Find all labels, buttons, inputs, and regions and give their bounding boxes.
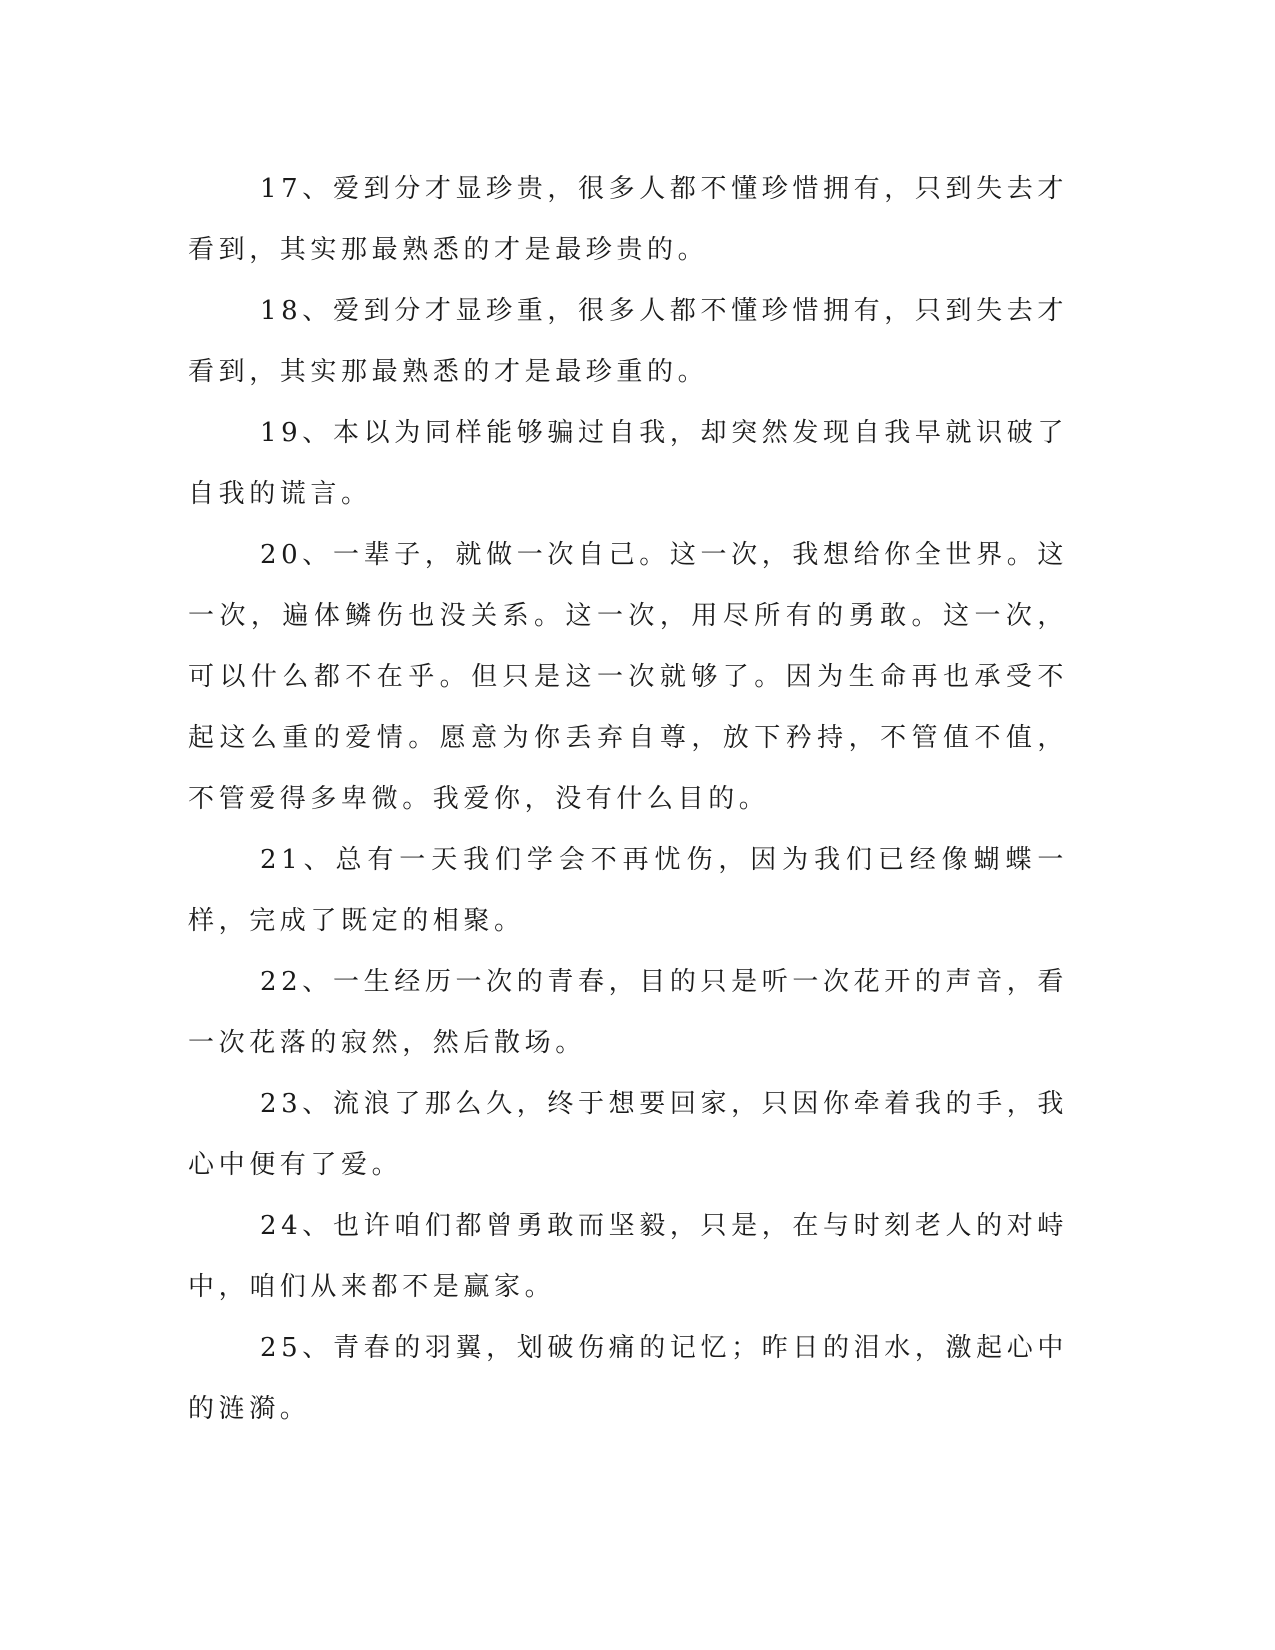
paragraph-25: 25、青春的羽翼，划破伤痛的记忆；昨日的泪水，激起心中的涟漪。 [188, 1333, 1068, 1424]
paragraph-19: 19、本以为同样能够骗过自我，却突然发现自我早就识破了自我的谎言。 [188, 418, 1068, 509]
paragraph-20: 20、一辈子，就做一次自己。这一次，我想给你全世界。这一次，遍体鳞伤也没关系。这一次，用尽所有的勇敢。这一次，可以什么都不在乎。但只是这一次就够了。因为生命再也承受不起这么重的爱情。愿意为你丢弃自尊，放下矜持，不管值不值，不管爱得多卑微。我爱你，没有什么目的。 [188, 540, 1068, 814]
paragraph-23: 23、流浪了那么久，终于想要回家，只因你牵着我的手，我心中便有了爱。 [188, 1089, 1068, 1180]
paragraph-24: 24、也许咱们都曾勇敢而坚毅，只是，在与时刻老人的对峙中，咱们从来都不是赢家。 [188, 1211, 1068, 1302]
document-body [188, 159, 1068, 1440]
paragraph-22: 22、一生经历一次的青春，目的只是听一次花开的声音，看一次花落的寂然，然后散场。 [188, 967, 1068, 1058]
paragraph-21: 21、总有一天我们学会不再忧伤，因为我们已经像蝴蝶一样，完成了既定的相聚。 [188, 845, 1068, 936]
paragraph-17: 17、爱到分才显珍贵，很多人都不懂珍惜拥有，只到失去才看到，其实那最熟悉的才是最珍贵的。 [188, 174, 1068, 265]
paragraph-18: 18、爱到分才显珍重，很多人都不懂珍惜拥有，只到失去才看到，其实那最熟悉的才是最珍重的。 [188, 296, 1068, 387]
